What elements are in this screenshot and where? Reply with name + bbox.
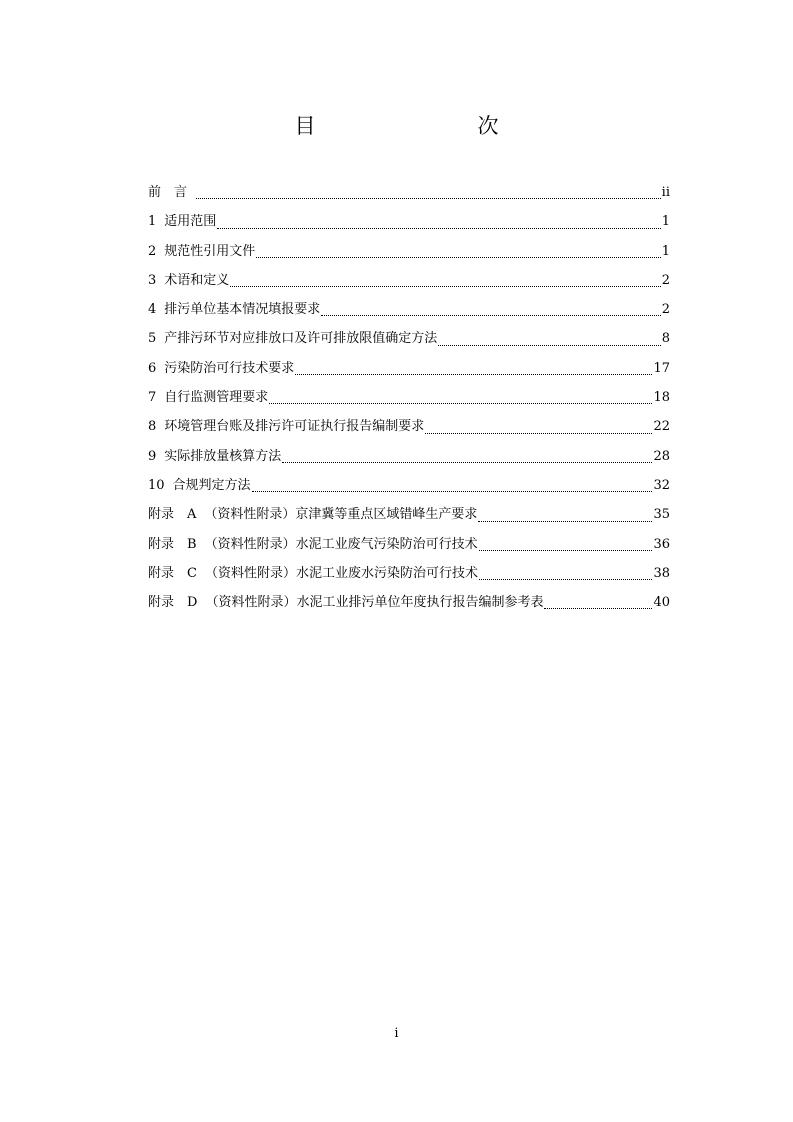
toc-dot-leader: [217, 227, 660, 229]
toc-entry-page: 8: [661, 331, 670, 347]
page-number: i: [394, 1026, 399, 1041]
toc-entry-page: 1: [661, 243, 670, 259]
toc-dot-leader: [438, 344, 660, 346]
toc-entry-label: （资料性附录）水泥工业排污单位年度执行报告编制参考表: [205, 595, 544, 611]
toc-entry-label: （资料性附录）京津冀等重点区域错峰生产要求: [204, 507, 478, 523]
toc-entry-number: 3: [148, 272, 157, 288]
toc-dot-leader: [544, 607, 652, 609]
toc-entry-appendix-b[interactable]: [148, 534, 670, 563]
toc-entry-page: 35: [653, 507, 670, 523]
toc-entry-6[interactable]: [148, 358, 670, 387]
toc-entry-3[interactable]: [148, 270, 670, 299]
toc-entry-label: 产排污环节对应排放口及许可排放限值确定方法: [164, 331, 438, 347]
toc-entry-number: 5: [148, 331, 157, 347]
toc-dot-leader: [321, 314, 660, 316]
toc-entry-page: 36: [653, 536, 670, 552]
toc-dot-leader: [252, 490, 653, 492]
toc-entry-9[interactable]: [148, 446, 670, 475]
table-of-contents: [148, 182, 670, 621]
toc-entry-label: （资料性附录）水泥工业废水污染防治可行技术: [204, 565, 478, 581]
toc-entry-page: 17: [653, 360, 670, 376]
toc-entry-page: 1: [661, 214, 670, 230]
toc-entry-page: 2: [661, 272, 670, 288]
toc-entry-label: 环境管理台账及排污许可证执行报告编制要求: [164, 419, 425, 435]
toc-dot-leader: [282, 461, 652, 463]
toc-entry-appendix-d[interactable]: [148, 592, 670, 621]
toc-dot-leader: [425, 432, 652, 434]
toc-entry-page: 38: [653, 565, 670, 581]
toc-entry-10[interactable]: [148, 475, 670, 504]
toc-entry-label: 合规判定方法: [172, 477, 251, 493]
toc-entry-appendix-a[interactable]: [148, 504, 670, 533]
toc-entry-appendix-c[interactable]: [148, 563, 670, 592]
toc-entry-number: 6: [148, 360, 157, 376]
toc-entry-number: 8: [148, 419, 157, 435]
toc-entry-2[interactable]: [148, 241, 670, 270]
toc-entry-number: 4: [148, 302, 157, 318]
toc-entry-foreword[interactable]: [148, 182, 670, 211]
toc-entry-page: 28: [653, 448, 670, 464]
toc-entry-label: 自行监测管理要求: [164, 390, 269, 406]
toc-entry-label: 适用范围: [164, 214, 217, 230]
toc-entry-number: 2: [148, 243, 157, 259]
toc-entry-label: 规范性引用文件: [164, 243, 256, 259]
toc-entry-page: 40: [653, 595, 670, 611]
toc-entry-number: 9: [148, 448, 157, 464]
toc-entry-label: 术语和定义: [164, 272, 230, 288]
toc-dot-leader: [479, 578, 652, 580]
toc-entry-number: 附录 A: [148, 507, 197, 523]
toc-entry-number: 前 言: [148, 185, 188, 200]
toc-entry-number: 7: [148, 390, 157, 406]
toc-entry-1[interactable]: [148, 211, 670, 240]
toc-dot-leader: [269, 402, 652, 404]
toc-dot-leader: [479, 549, 653, 551]
toc-dot-leader: [478, 520, 652, 522]
toc-entry-label: 排污单位基本情况填报要求: [164, 302, 321, 318]
toc-entry-number: 1: [148, 214, 157, 230]
toc-entry-label: 实际排放量核算方法: [164, 448, 282, 464]
toc-entry-number: 10: [148, 477, 165, 493]
toc-dot-leader: [256, 256, 660, 258]
toc-entry-number: 附录 B: [148, 536, 197, 552]
toc-entry-page: ii: [661, 185, 670, 200]
page-title: 目 次: [294, 114, 539, 138]
toc-entry-page: 22: [653, 419, 670, 435]
toc-entry-8[interactable]: [148, 416, 670, 445]
toc-entry-page: 18: [653, 390, 670, 406]
toc-entry-number: 附录 C: [148, 565, 197, 581]
toc-dot-leader: [295, 373, 652, 375]
toc-entry-4[interactable]: [148, 299, 670, 328]
toc-entry-page: 2: [661, 302, 670, 318]
toc-dot-leader: [196, 197, 661, 199]
toc-entry-page: 32: [653, 477, 670, 493]
toc-entry-5[interactable]: [148, 328, 670, 357]
toc-dot-leader: [230, 285, 660, 287]
toc-entry-label: 污染防治可行技术要求: [164, 360, 295, 376]
toc-entry-number: 附录 D: [148, 595, 198, 611]
toc-entry-label: （资料性附录）水泥工业废气污染防治可行技术: [204, 536, 478, 552]
toc-entry-7[interactable]: [148, 387, 670, 416]
